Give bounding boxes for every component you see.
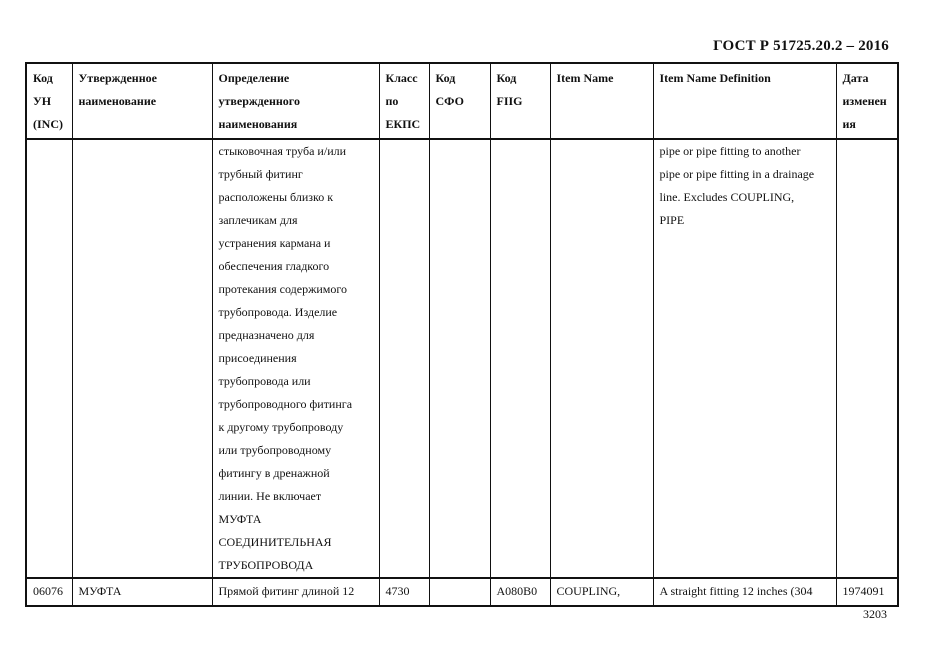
cell-definition-ru: Прямой фитинг длиной 12 xyxy=(212,578,379,606)
cell-change-date: 1974091 xyxy=(836,578,898,606)
cell-class-ekps xyxy=(379,139,429,578)
gost-item-table xyxy=(25,62,899,607)
cell-code-fiig: A080B0 xyxy=(490,578,550,606)
cell-name-ru: МУФТА xyxy=(72,578,212,606)
cell-name-ru xyxy=(72,139,212,578)
cell-definition-ru: стыковочная труба и/или трубный фитинг расположены близко к заплечикам для устранения кармана и обеспечения гладкого протекания содержимого трубопровода. Изделие предназначено для присоединения трубопровода или трубопроводного фитинга к другому трубопроводу или трубопроводному фитингу в дренажной линии. Не включает МУФТА СОЕДИНИТЕЛЬНАЯ ТРУБОПРОВОДА xyxy=(212,139,379,578)
header-change-date: Дата изменен ия xyxy=(836,63,898,139)
header-code-sfo: Код СФО xyxy=(429,63,490,139)
header-item-name: Item Name xyxy=(550,63,653,139)
header-item-name-definition: Item Name Definition xyxy=(653,63,836,139)
header-approved-name: Утвержденное наименование xyxy=(72,63,212,139)
cell-item-name xyxy=(550,139,653,578)
cell-code-sfo xyxy=(429,578,490,606)
cell-change-date xyxy=(836,139,898,578)
table-row xyxy=(26,578,898,606)
cell-class-ekps: 4730 xyxy=(379,578,429,606)
cell-item-name: COUPLING, xyxy=(550,578,653,606)
page-number: 3203 xyxy=(863,607,887,621)
cell-code-sfo xyxy=(429,139,490,578)
cell-item-name-definition: pipe or pipe fitting to another pipe or pipe fitting in a drainage line. Excludes COUPLING, PIPE xyxy=(653,139,836,578)
cell-code-fiig xyxy=(490,139,550,578)
cell-inc: 06076 xyxy=(26,578,72,606)
document-title: ГОСТ Р 51725.20.2 – 2016 xyxy=(713,38,889,54)
cell-item-name-definition: A straight fitting 12 inches (304 xyxy=(653,578,836,606)
header-inc: Код УН (INC) xyxy=(26,63,72,139)
header-approved-name-definition: Определение утвержденного наименования xyxy=(212,63,379,139)
header-code-fiig: Код FIIG xyxy=(490,63,550,139)
header-class-ekps: Класс по ЕКПС xyxy=(379,63,429,139)
table-header-row xyxy=(26,63,898,139)
table-row xyxy=(26,139,898,578)
cell-inc xyxy=(26,139,72,578)
